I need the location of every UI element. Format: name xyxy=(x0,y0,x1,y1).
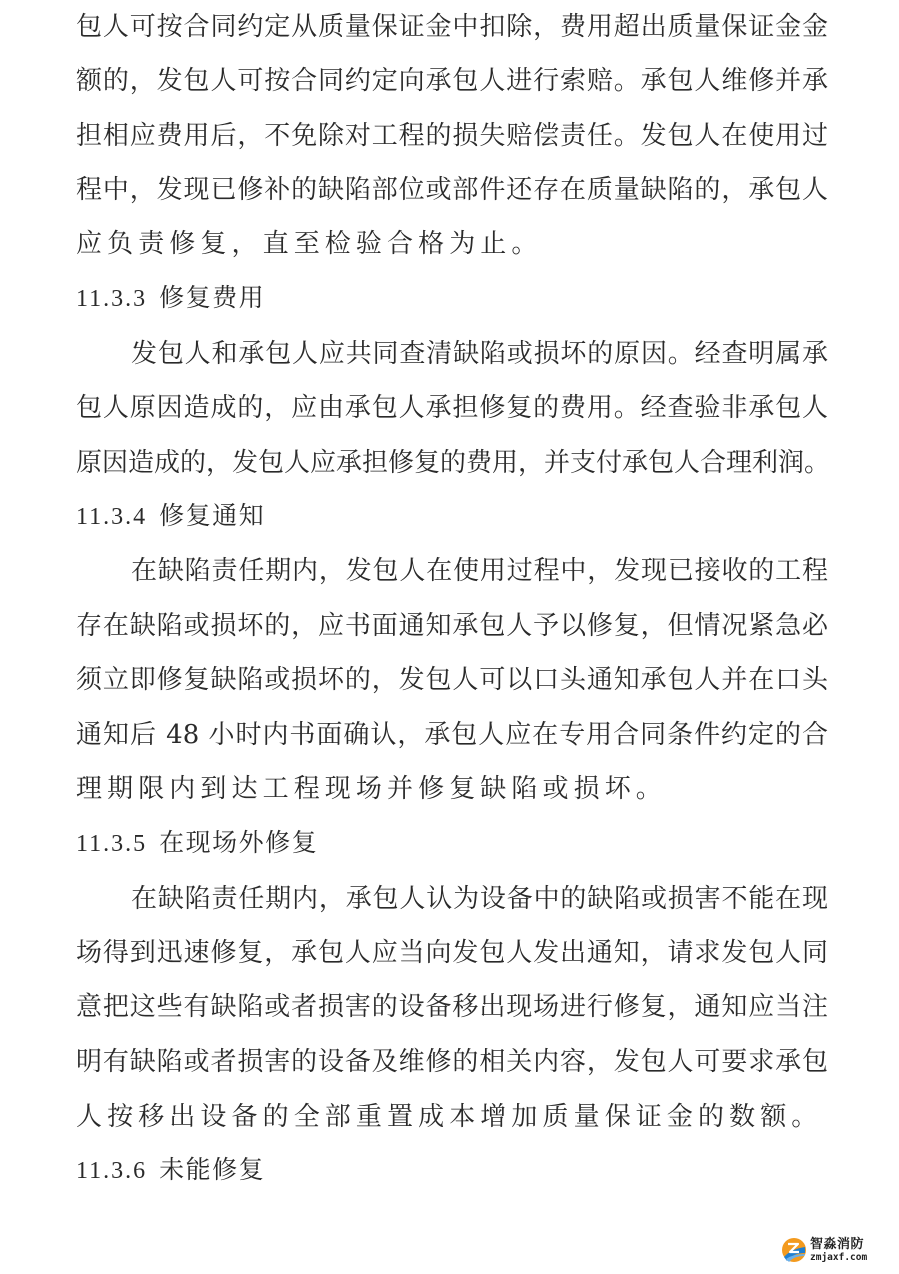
paragraph-line: 包人原因造成的，应由承包人承担修复的费用。经查验非承包人 xyxy=(76,393,828,423)
paragraph-line: 在缺陷责任期内，发包人在使用过程中，发现已接收的工程 xyxy=(131,556,828,586)
section-number: 11.3.4 xyxy=(76,504,148,530)
paragraph-line: 应负责修复，直至检验合格为止。 xyxy=(76,229,543,259)
watermark-name: 智淼消防 xyxy=(810,1236,865,1252)
paragraph-line: 人按移出设备的全部重置成本增加质量保证金的数额。 xyxy=(76,1102,823,1132)
section-title: 在现场外修复 xyxy=(159,830,319,857)
paragraph-line: 存在缺陷或损坏的，应书面通知承包人予以修复，但情况紧急必 xyxy=(76,611,828,641)
paragraph-line: 理期限内到达工程现场并修复缺陷或损坏。 xyxy=(76,774,667,804)
paragraph-line: 意把这些有缺陷或者损害的设备移出现场进行修复，通知应当注 xyxy=(76,992,828,1022)
section-number: 11.3.3 xyxy=(76,286,148,312)
watermark-text xyxy=(810,1238,867,1263)
paragraph-line: 须立即修复缺陷或损坏的，发包人可以口头通知承包人并在口头 xyxy=(76,665,828,695)
section-heading-11-3-5 xyxy=(76,817,318,871)
watermark-url: zmjaxf.com xyxy=(810,1251,868,1263)
paragraph-line: 程中，发现已修补的缺陷部位或部件还存在质量缺陷的，承包人 xyxy=(76,175,828,205)
section-heading-11-3-4 xyxy=(76,490,265,544)
paragraph-line: 原因造成的，发包人应承担修复的费用，并支付承包人合理利润。 xyxy=(76,448,831,478)
watermark-logo xyxy=(781,1231,891,1269)
paragraph-line: 发包人和承包人应共同查清缺陷或损坏的原因。经查明属承 xyxy=(131,339,828,369)
section-title: 未能修复 xyxy=(159,1157,266,1184)
paragraph-line: 场得到迅速修复，承包人应当向发包人发出通知，请求发包人同 xyxy=(76,938,828,968)
paragraph-line: 通知后 48 小时内书面确认，承包人应在专用合同条件约定的合 xyxy=(76,720,828,750)
paragraph-line: 担相应费用后，不免除对工程的损失赔偿责任。发包人在使用过 xyxy=(76,121,828,151)
section-title: 修复通知 xyxy=(159,503,266,530)
section-heading-11-3-3 xyxy=(76,272,265,326)
paragraph-line: 额的，发包人可按合同约定向承包人进行索赔。承包人维修并承 xyxy=(76,66,828,96)
section-number: 11.3.6 xyxy=(76,1158,148,1184)
section-number: 11.3.5 xyxy=(76,831,148,857)
paragraph-line: 明有缺陷或者损害的设备及维修的相关内容，发包人可要求承包 xyxy=(76,1047,828,1077)
section-heading-11-3-6 xyxy=(76,1144,265,1198)
zmjaxf-logo-icon xyxy=(781,1237,807,1263)
section-title: 修复费用 xyxy=(159,285,266,312)
paragraph-line: 包人可按合同约定从质量保证金中扣除，费用超出质量保证金金 xyxy=(76,12,828,42)
paragraph-line: 在缺陷责任期内，承包人认为设备中的缺陷或损害不能在现 xyxy=(131,884,828,914)
